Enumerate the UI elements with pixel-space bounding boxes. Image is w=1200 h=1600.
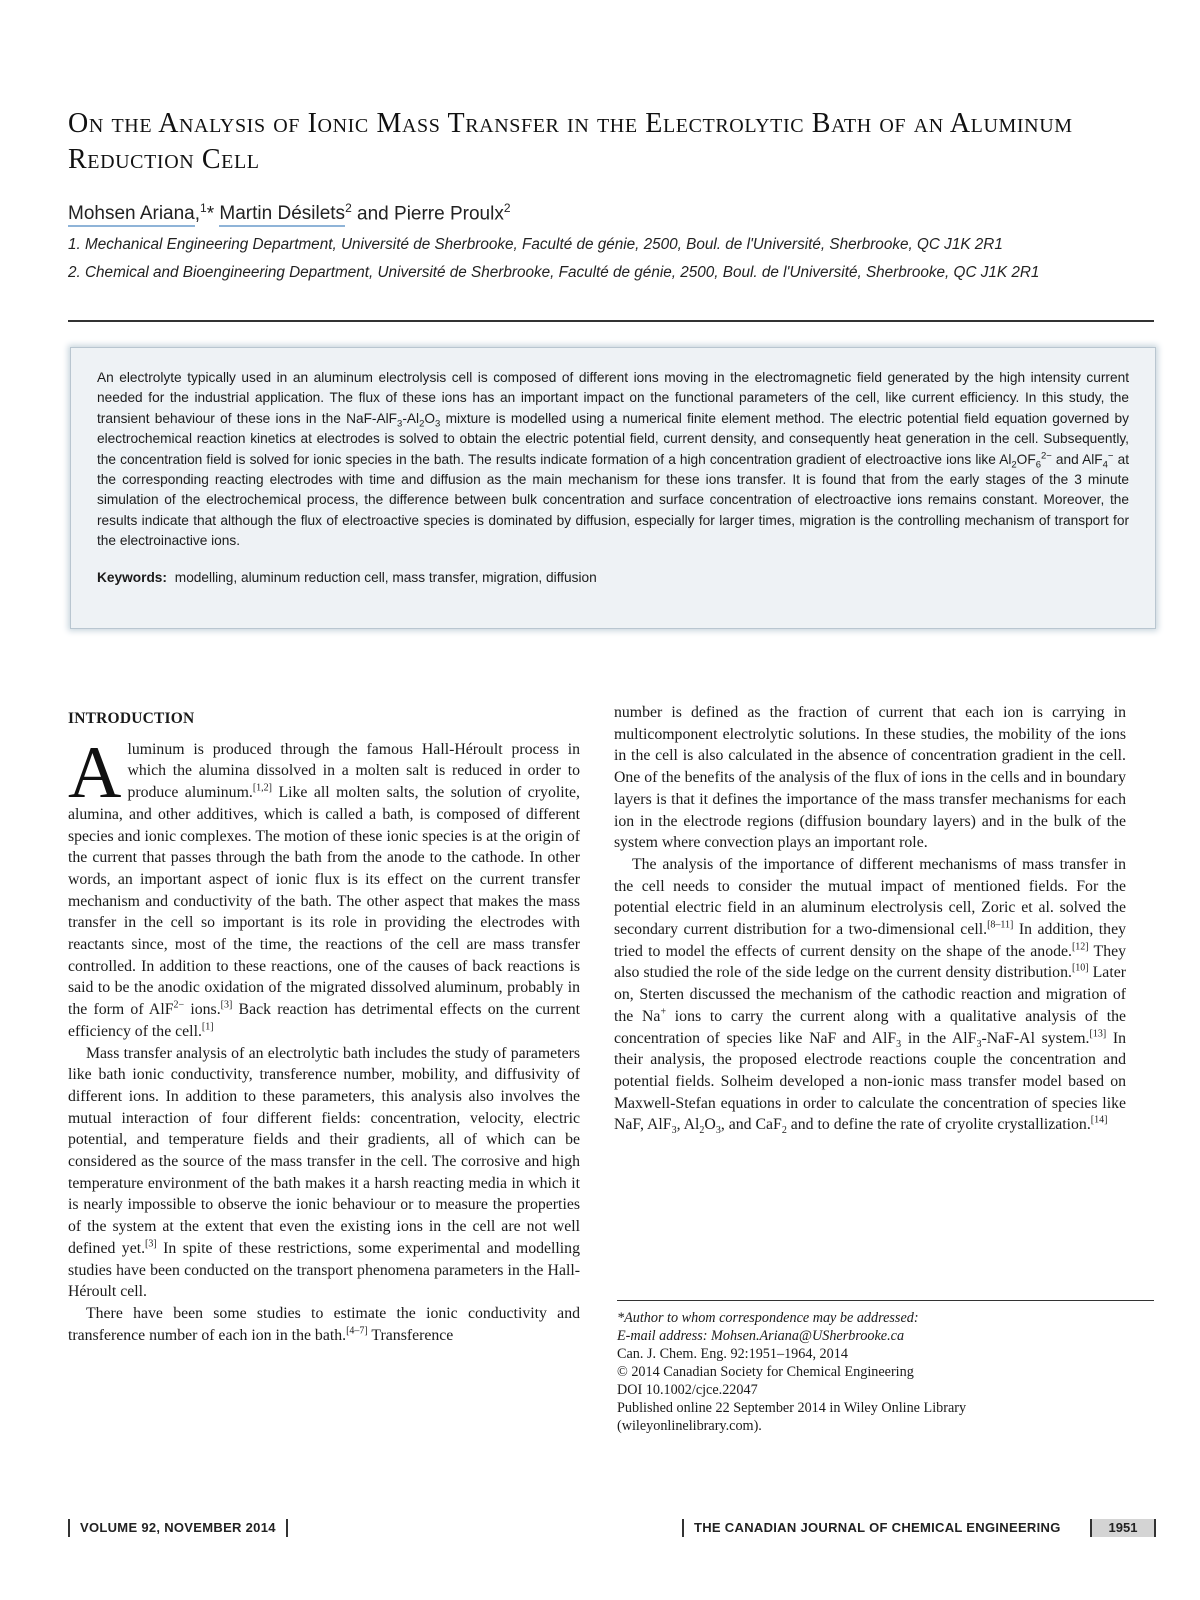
footer-volume: VOLUME 92, NOVEMBER 2014: [68, 1519, 288, 1537]
citation[interactable]: [4–7]: [346, 1325, 368, 1337]
right-paragraph-2: The analysis of the importance of different mechanisms of mass transfer in the cell needs to consider the mutual impact of mentioned fields. For the potential electric field in an aluminum electrolysis cell, Zoric et al. solved the secondary current distribution for a two-dimensional cell.[8–11] In addition, they tried to model the effects of current density on the shape of the anode.[12] They also studied the role of the side ledge on the current density distribution.[10] Later on, Sterten discussed the mechanism of the cathodic reaction and migration of the Na+ ions to carry the current along with a qualitative analysis of the concentration of species like NaF and AlF$_3$ in the AlF$_3$-NaF-Al system.[13] In their analysis, the proposed electrode reactions couple the concentration and potential fields. Solheim developed a non-ionic mass transfer model based on Maxwell-Stefan equations in order to calculate the concentration of species like NaF, AlF$_3$, $Al_2O_3$, and CaF$_2$ and to define the rate of cryolite crystallization.[14]: [614, 855, 1126, 1137]
citation[interactable]: [1,2]: [252, 782, 272, 794]
right-paragraph-1: number is defined as the fraction of current that each ion is carrying in multicomponent electrolytic solutions. In these studies, the mobility of the ions in the cell is also calculated in the absence of concentration gradient in the cell. One of the benefits of the analysis of the flux of ions in the cells and in boundary layers is that it defines the importance of the mass transfer mechanisms for each ion in the electrode regions (diffusion boundary layers) and in the bulk of the system where convection plays an important role.: [614, 704, 1126, 852]
footer-journal: THE CANADIAN JOURNAL OF CHEMICAL ENGINEERING: [682, 1519, 1061, 1537]
right-column: [614, 702, 1126, 1136]
article-title: On the Analysis of Ionic Mass Transfer in the Electrolytic Bath of an Aluminum Reduction Cell: [68, 108, 1073, 175]
intro-paragraph-3: There have been some studies to estimate the ionic conductivity and transference number of each ion in the bath.[4–7] Transference: [68, 1304, 580, 1344]
citation[interactable]: [14]: [1090, 1115, 1108, 1127]
abstract-box: [70, 347, 1156, 629]
affiliation-mark: 1: [200, 201, 207, 215]
drop-cap: A: [68, 731, 122, 814]
citation[interactable]: [10]: [1071, 963, 1089, 975]
email-address[interactable]: E-mail address: Mohsen.Ariana@USherbrooke.ca: [617, 1328, 905, 1344]
affiliation-mark: 2: [345, 201, 352, 215]
citation[interactable]: [12]: [1071, 941, 1089, 953]
intro-paragraph-2: Mass transfer analysis of an electrolytic bath includes the study of parameters like bath ionic conductivity, transference number, mobility, and diffusivity of different ions. In addition to these parameters, this analysis also involves the mutual interaction of four different fields: concentration, velocity, electric potential, and temperature fields and their gradients, all of which can be considered as the source of the mass transfer in the cell. The corrosive and high temperature environment of the bath makes it a harsh reacting media in which it is nearly impossible to observe the ionic behaviour or to measure the properties of the system at the extent that even the existing ions in the cell are not well defined yet.[3] In spite of these restrictions, some experimental and modelling studies have been conducted on the transport phenomena parameters in the Hall-Héroult cell.: [68, 1044, 580, 1301]
citation[interactable]: [8–11]: [987, 919, 1014, 931]
library-link[interactable]: (wileyonlinelibrary.com).: [617, 1418, 762, 1434]
journal-citation: Can. J. Chem. Eng. 92:1951–1964, 2014: [617, 1346, 848, 1362]
doi[interactable]: DOI 10.1002/cjce.22047: [617, 1382, 758, 1398]
footnote: [617, 1309, 1154, 1435]
affiliation-1: 1. Mechanical Engineering Department, Université de Sherbrooke, Faculté de génie, 2500, Boul. de l'Université, Sherbrooke, QC J1K 2R1: [68, 236, 1003, 253]
citation[interactable]: [1]: [201, 1021, 214, 1033]
author-name[interactable]: Mohsen Ariana: [68, 203, 195, 227]
correspondence-note: *Author to whom correspondence may be addressed:: [617, 1310, 919, 1326]
header-divider: [68, 320, 1154, 322]
affiliation-2: 2. Chemical and Bioengineering Department, Université de Sherbrooke, Faculté de génie, 2500, Boul. de l'Université, Sherbrooke, QC J1K 2R1: [68, 264, 1040, 281]
author-name: Pierre Proulx: [394, 203, 504, 225]
author-connector: and: [357, 203, 389, 225]
footnote-divider: [617, 1300, 1154, 1301]
keywords: [97, 570, 1129, 585]
citation[interactable]: [3]: [145, 1238, 157, 1250]
intro-paragraph-1: Aluminum is produced through the famous Hall-Héroult process in which the alumina dissolved in a molten salt is reduced in order to produce aluminum.[1,2] Like all molten salts, the solution of cryolite, alumina, and other additives, which is called a bath, is composed of different species and ionic complexes. The motion of these ionic species is at the origin of the current that passes through the bath from the anode to the cathode. In other words, an important aspect of ionic flux is its effect on the current transfer mechanism and conductivity of the bath. The other aspect that makes the mass transfer in the cell so important is its role in providing the electrodes with reactants since, most of the time, the reactions of the cell are mass transfer controlled. In addition to these reactions, one of the causes of back reactions is said to be the anodic oxidation of the migrated dissolved aluminum, probably in the form of AlF$^{2-}$ ions.[3] Back reaction has detrimental effects on the current efficiency of the cell.[1]: [68, 731, 580, 1040]
keywords-label: Keywords:: [97, 569, 167, 585]
left-column: [68, 708, 580, 1346]
author-list: Mohsen Ariana,$^1$* Martin Désilets$^2$ and Pierre Proulx$^2$: [68, 201, 1168, 225]
affiliation-mark: 2: [503, 201, 511, 215]
copyright: © 2014 Canadian Society for Chemical Engineering: [617, 1364, 914, 1380]
citation[interactable]: [13]: [1089, 1028, 1107, 1040]
author-name[interactable]: Martin Désilets: [219, 203, 345, 227]
page-number: 1951: [1090, 1519, 1156, 1537]
abstract-text: An electrolyte typically used in an aluminum electrolysis cell is composed of different ions moving in the electromagnetic field generated by the high intensity current needed for the industrial application. The flux of these ions has an important impact on the functional parameters of the cell, like current efficiency. In this study, the transient behaviour of these ions in the NaF-$AlF_3-Al_2O_3$ mixture is modelled using a numerical finite element method. The electric potential field equation governed by electrochemical reaction kinetics at electrodes is solved to obtain the electric potential field, current density, and consequently heat generation in the cell. Subsequently, the concentration field is solved for ionic species in the bath. The results indicate formation of a high concentration gradient of electroactive ions like $Al_2OF_6^{2-}$ and AlF$_4$− at the corresponding reacting electrodes with time and diffusion as the main mechanism for these ions transfer. It is found that from the early stages of the 3 minute simulation of the electrochemical process, the difference between bulk concentration and surface concentration of electroactive ions remains constant. Moreover, the results indicate that although the flux of electroactive species is dominated by diffusion, especially for larger times, migration is the controlling mechanism of transport for the electroinactive ions.: [97, 370, 1130, 549]
section-heading: INTRODUCTION: [68, 710, 195, 727]
citation[interactable]: [3]: [220, 999, 233, 1011]
keywords-list: modelling, aluminum reduction cell, mass transfer, migration, diffusion: [174, 569, 597, 585]
corresponding-mark: *: [206, 203, 215, 225]
publication-note: Published online 22 September 2014 in Wiley Online Library: [617, 1400, 967, 1416]
